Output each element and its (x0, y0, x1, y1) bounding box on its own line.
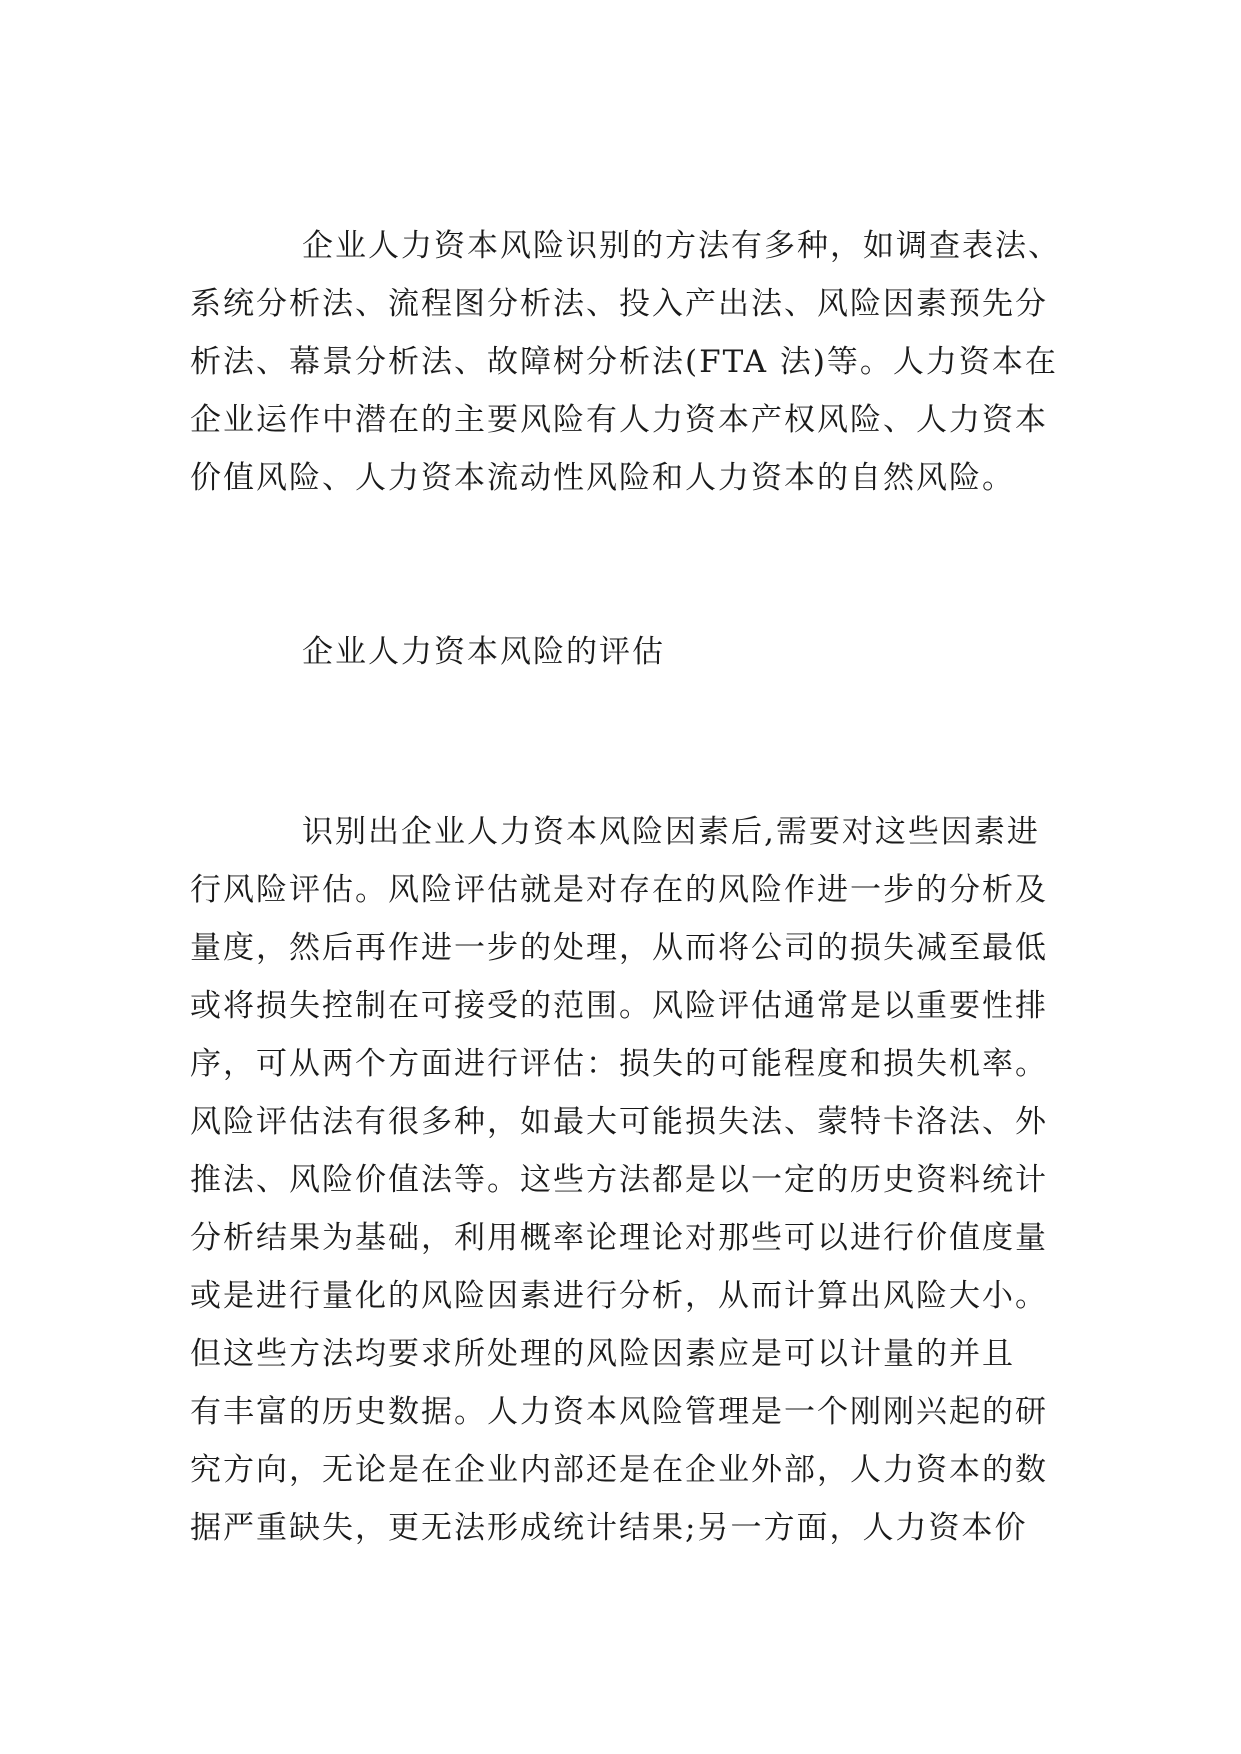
text-line: 析法、幕景分析法、故障树分析法(FTA 法)等。人力资本在 (190, 344, 1058, 380)
text-line: 或将损失控制在可接受的范围。风险评估通常是以重要性排 (190, 988, 1048, 1024)
text-line: 系统分析法、流程图分析法、投入产出法、风险因素预先分 (190, 286, 1048, 322)
text-line: 风险评估法有很多种，如最大可能损失法、蒙特卡洛法、外 (190, 1104, 1048, 1140)
heading-text: 企业人力资本风险的评估 (302, 634, 665, 670)
text-line: 或是进行量化的风险因素进行分析，从而计算出风险大小。 (190, 1278, 1048, 1314)
text-line: 究方向，无论是在企业内部还是在企业外部，人力资本的数 (190, 1452, 1048, 1488)
text-line: 据严重缺失，更无法形成统计结果;另一方面，人力资本价 (190, 1510, 1028, 1546)
paragraph-risk-identification (190, 217, 1070, 507)
text-line: 企业人力资本风险识别的方法有多种，如调查表法、 (302, 228, 1061, 264)
text-line: 有丰富的历史数据。人力资本风险管理是一个刚刚兴起的研 (190, 1394, 1048, 1430)
text-line: 企业运作中潜在的主要风险有人力资本产权风险、人力资本 (190, 402, 1048, 438)
text-line: 但这些方法均要求所处理的风险因素应是可以计量的并且 (190, 1336, 1015, 1372)
text-line: 推法、风险价值法等。这些方法都是以一定的历史资料统计 (190, 1162, 1048, 1198)
paragraph-risk-assessment (190, 803, 1070, 1557)
text-line: 序，可从两个方面进行评估：损失的可能程度和损失机率。 (190, 1046, 1048, 1082)
text-line: 价值风险、人力资本流动性风险和人力资本的自然风险。 (190, 460, 1015, 496)
section-heading (302, 623, 1182, 681)
text-line: 行风险评估。风险评估就是对存在的风险作进一步的分析及 (190, 872, 1048, 908)
text-line: 量度，然后再作进一步的处理，从而将公司的损失减至最低 (190, 930, 1048, 966)
text-line: 分析结果为基础，利用概率论理论对那些可以进行价值度量 (190, 1220, 1048, 1256)
text-line: 识别出企业人力资本风险因素后,需要对这些因素进 (302, 814, 1040, 850)
